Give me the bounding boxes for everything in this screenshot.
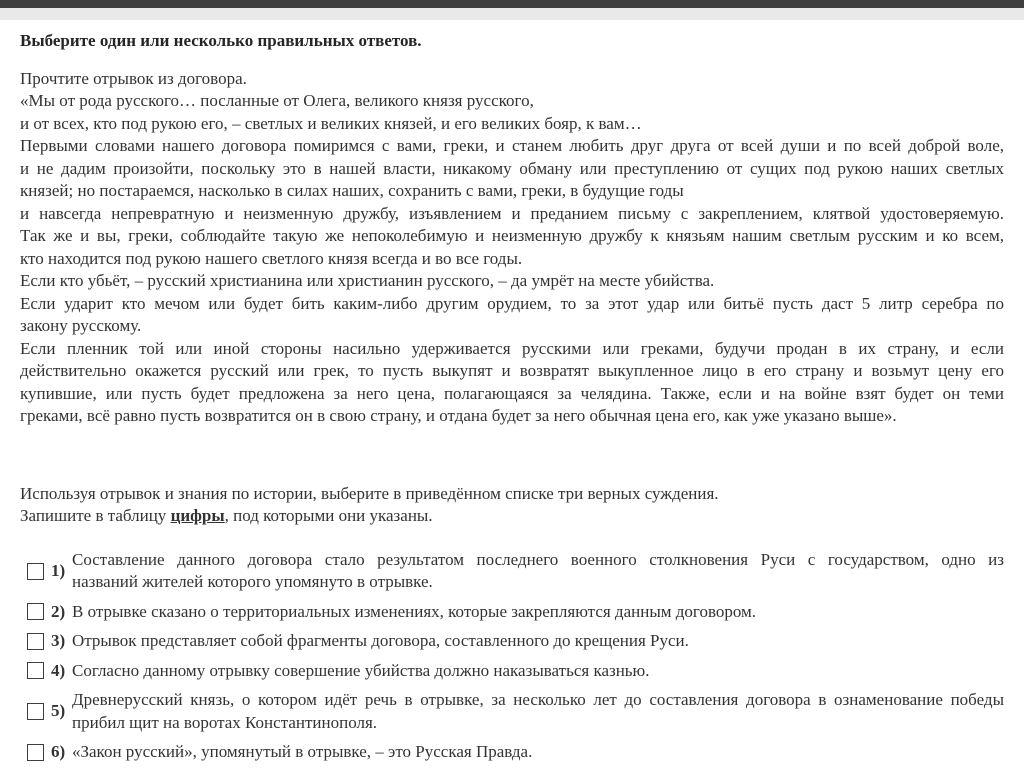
option-text-line: «Закон русский», упомянутый в отрывке, – это Русская Правда. [72,742,533,761]
passage-line: кто находится под рукою нашего светлого князя всегда и во все годы. [20,248,523,268]
option-5-number: 5) [51,701,66,721]
answer-option-row-4 [27,660,1004,683]
option-text-line: В отрывке сказано о территориальных изменениях, которые закрепляются данным договором. [72,601,757,621]
passage-line: Если ударит кто мечом или будет бить каким-либо другим орудием, то за этот удар или битьё пусть даст 5 литр серебра по [20,293,1004,313]
option-1-checkbox[interactable] [27,563,44,580]
option-3-text [72,630,1004,653]
option-6-checkbox[interactable] [27,744,44,761]
task-instructions [20,483,1004,528]
passage-line: и не дадим произойти, поскольку это в нашей власти, никакому обману или преступлению от сущих под рукою наших светлых [20,158,1004,178]
passage-line: закону русскому. [20,316,142,335]
option-5-checkbox[interactable] [27,703,44,720]
passage-line: князей; но постараемся, насколько в силах наших, сохранить с вами, греки, в будущие годы [20,181,684,200]
passage-text [20,90,1004,428]
page-background-strip [0,8,1024,20]
question-panel [0,20,1024,764]
task-line2-prefix: Запишите в таблицу [20,506,171,525]
option-text-line: Древнерусский князь, о котором идёт речь в отрывке, за несколько лет до составления договора в ознаменование победы [72,690,1004,709]
passage-line: «Мы от рода русского… посланные от Олега, великого князя русского, [20,91,534,110]
option-5-text [72,689,1004,734]
passage-line: Если кто убьёт, – русский христианина или христианин русского, – да умрёт на месте убийства. [20,271,715,290]
option-text-line: Согласно данному отрывку совершение убийства должно наказываться казнью. [72,660,650,680]
passage-line: и от всех, кто под рукою его, – светлых и великих князей, и его великих бояр, к вам… [20,113,642,133]
task-line2-emphasis: цифры [170,506,225,525]
top-window-bar [0,0,1024,8]
passage-line: и навсегда непревратную и неизменную дружбу, изъявлением и преданием письму с закреплением, клятвой удостоверяемую. [20,203,1004,223]
passage-line: Если пленник той или иной стороны насильно удерживается русскими или греками, будучи продан в их страну, и если [20,338,1004,358]
passage-line: греками, всё равно пусть возвратится он в свою страну, и отдана будет за него обычная цена его, как уже указано выше». [20,406,897,425]
option-3-checkbox[interactable] [27,633,44,650]
answer-options-list [20,549,1004,764]
answer-option-row-3 [27,630,1004,653]
option-text-line: Отрывок представляет собой фрагменты договора, составленного до крещения Руси. [72,631,689,650]
answer-option-row-2 [27,601,1004,624]
option-4-text [72,660,1004,683]
option-text-line: Составление данного договора стало результатом последнего военного столкновения Руси с государством, одно из [72,549,1004,569]
option-1-number: 1) [51,560,66,580]
option-2-checkbox[interactable] [27,603,44,620]
option-text-line: названий жителей которого упомянуто в отрывке. [72,572,433,591]
option-text-line: прибил щит на воротах Константинополя. [72,712,378,732]
task-instruction-line-1: Используя отрывок и знания по истории, выберите в приведённом списке три верных суждения. [20,483,719,503]
option-2-number: 2) [51,601,66,621]
answer-option-row-5 [27,689,1004,734]
option-2-text [72,601,1004,624]
passage-line: Так же и вы, греки, соблюдайте такую же непоколебимую и неизменную дружбу к князьям нашим светлым русским и ко всем, [20,226,1004,245]
option-4-number: 4) [51,660,66,680]
passage-line: купившие, или пусть будет предложена за него цена, полагающаяся за челядина. Также, если и на войне взят будет он теми [20,383,1004,403]
passage-intro: Прочтите отрывок из договора. [20,68,247,88]
answer-option-row-1 [27,549,1004,594]
task-instruction-line-2 [20,505,1004,528]
option-6-number: 6) [51,742,66,761]
passage-line: действительно окажется русский или грек, то пусть выкупят и возвратят выкупленное лицо в его страну и возьмут цену его [20,361,1004,380]
option-3-number: 3) [51,631,66,650]
passage-line: Первыми словами нашего договора помиримся с вами, греки, и станем любить друг друга от всей души и по всей доброй воле, [20,136,1004,155]
answer-option-row-6 [27,741,1004,764]
option-4-checkbox[interactable] [27,662,44,679]
task-line2-suffix: , под которыми они указаны. [224,506,433,525]
option-1-text [72,549,1004,594]
option-6-text [72,741,1004,764]
question-instruction-title: Выберите один или несколько правильных ответов. [20,31,422,50]
